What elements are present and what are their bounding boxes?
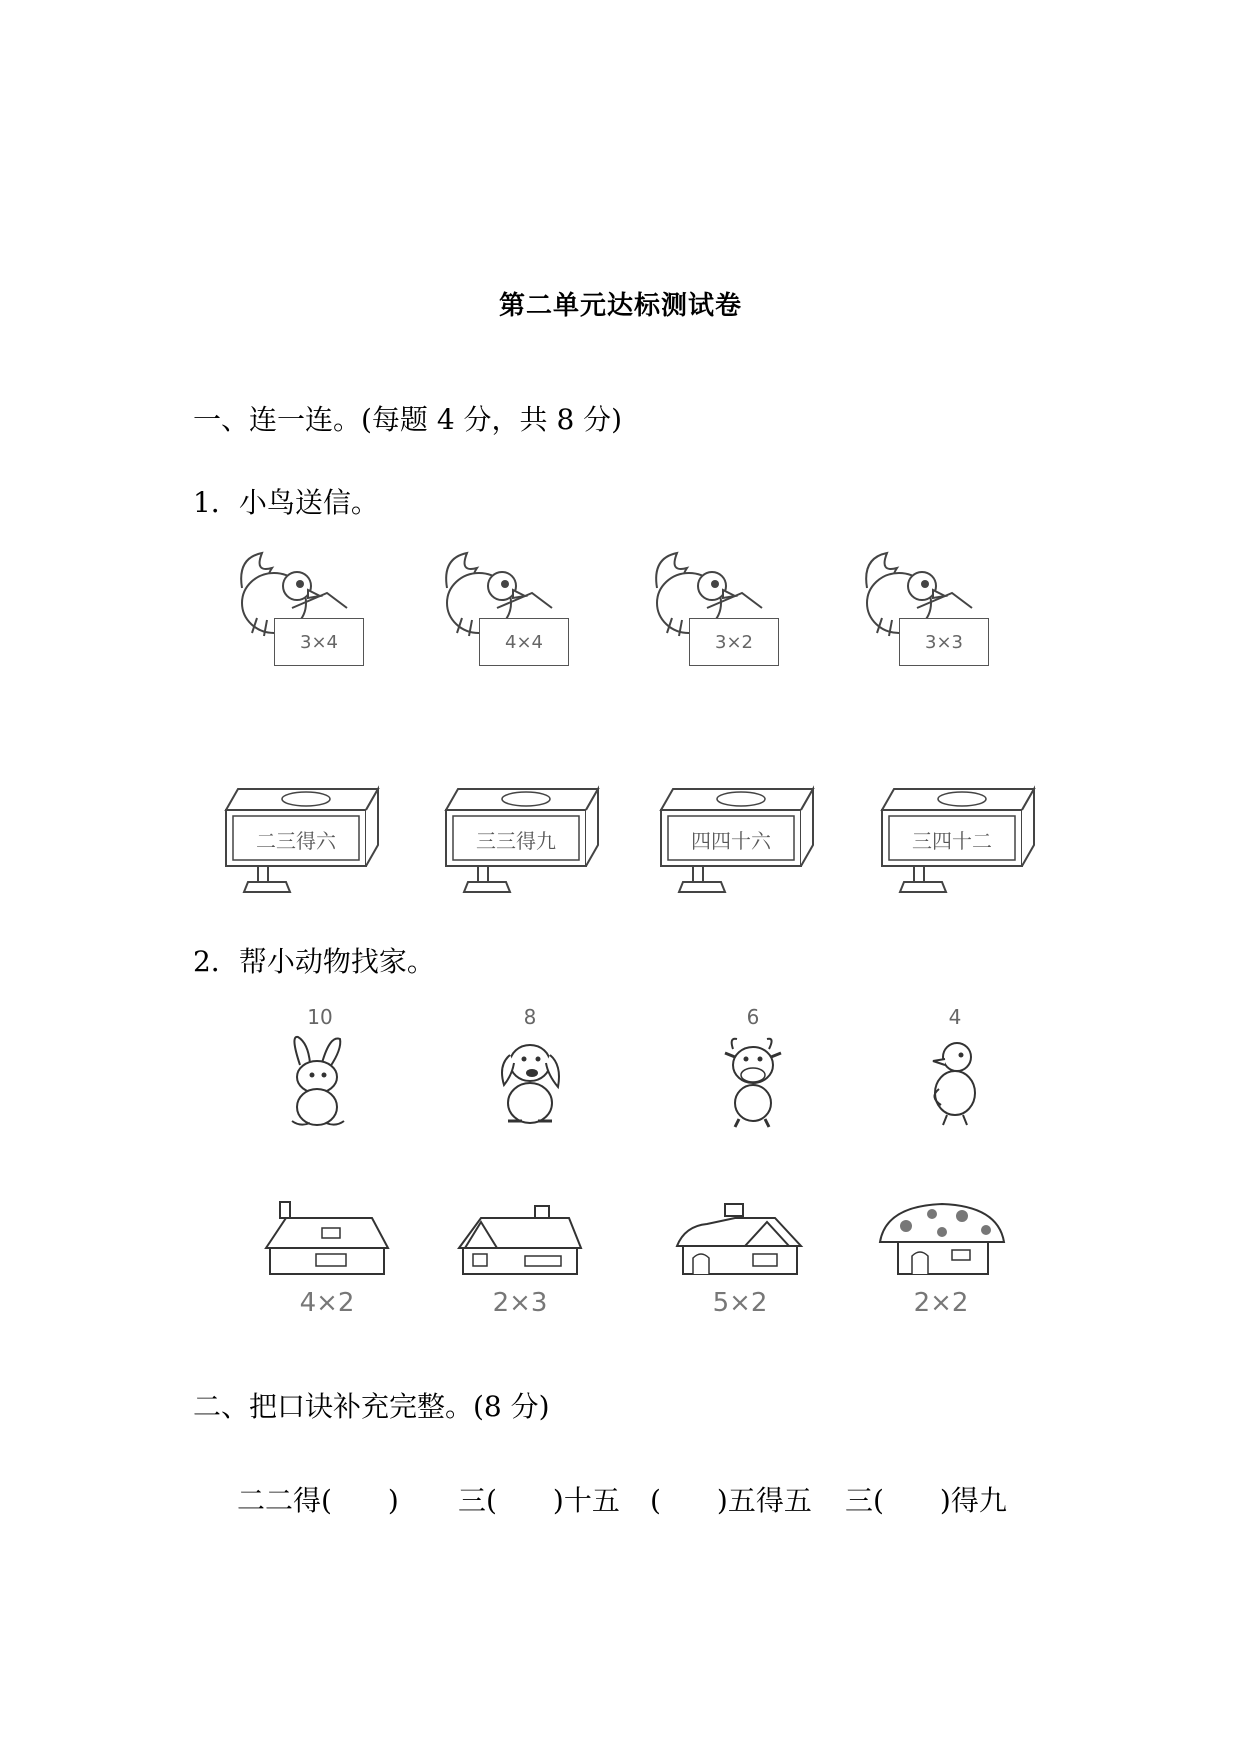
mushroom-house-icon <box>876 1200 1006 1280</box>
mailbox-3[interactable] <box>653 785 815 897</box>
mailbox-label: 二三得六 <box>256 829 336 853</box>
house-expression: 5×2 <box>712 1288 768 1318</box>
bird-2[interactable] <box>437 548 577 670</box>
mailbox-1[interactable] <box>218 785 380 897</box>
house-expression: 4×2 <box>299 1288 355 1318</box>
page-title: 第二单元达标测试卷 <box>498 291 742 321</box>
bird-4[interactable] <box>857 548 997 670</box>
animal-2[interactable] <box>480 1005 580 1130</box>
house-icon <box>262 1200 392 1280</box>
fill-item-1[interactable]: 二二得( ) <box>237 1484 399 1517</box>
cottage-icon <box>455 1200 585 1280</box>
rabbit-icon <box>270 1035 370 1130</box>
mailbox-4[interactable] <box>874 785 1036 897</box>
question-1-label: 1．小鸟送信。 <box>193 486 379 519</box>
animal-number: 4 <box>948 1005 962 1029</box>
fill-item-4[interactable]: 三( )得九 <box>845 1484 1007 1517</box>
mailbox-label: 四四十六 <box>691 829 771 853</box>
house-expression: 2×2 <box>913 1288 969 1318</box>
bird-1[interactable] <box>232 548 372 670</box>
house-expression: 2×3 <box>492 1288 548 1318</box>
fill-item-2[interactable]: 三( )十五 <box>458 1484 620 1517</box>
letter-card: 3×2 <box>689 618 779 666</box>
animal-number: 10 <box>307 1005 333 1029</box>
house-4[interactable] <box>876 1200 1006 1330</box>
animal-number: 8 <box>523 1005 537 1029</box>
section-2-heading: 二、把口诀补充完整。(8 分) <box>193 1390 550 1423</box>
duck-icon <box>905 1035 1005 1130</box>
animal-1[interactable] <box>270 1005 370 1130</box>
cow-icon <box>703 1035 803 1130</box>
animal-3[interactable] <box>703 1005 803 1130</box>
mailbox-label: 三四十二 <box>912 829 992 853</box>
mailbox-label: 三三得九 <box>476 829 556 853</box>
bird-3[interactable] <box>647 548 787 670</box>
letter-card: 4×4 <box>479 618 569 666</box>
mailbox-2[interactable] <box>438 785 600 897</box>
question-2-label: 2．帮小动物找家。 <box>193 945 435 978</box>
house-3[interactable] <box>675 1200 805 1330</box>
letter-card: 3×3 <box>899 618 989 666</box>
dog-icon <box>480 1035 580 1130</box>
fill-item-3[interactable]: ( )五得五 <box>650 1484 812 1517</box>
house-2[interactable] <box>455 1200 585 1330</box>
section-1-heading: 一、连一连。(每题 4 分，共 8 分) <box>193 403 623 436</box>
animal-4[interactable] <box>905 1005 1005 1130</box>
barn-house-icon <box>675 1200 805 1280</box>
house-1[interactable] <box>262 1200 392 1330</box>
letter-card: 3×4 <box>274 618 364 666</box>
animal-number: 6 <box>746 1005 760 1029</box>
